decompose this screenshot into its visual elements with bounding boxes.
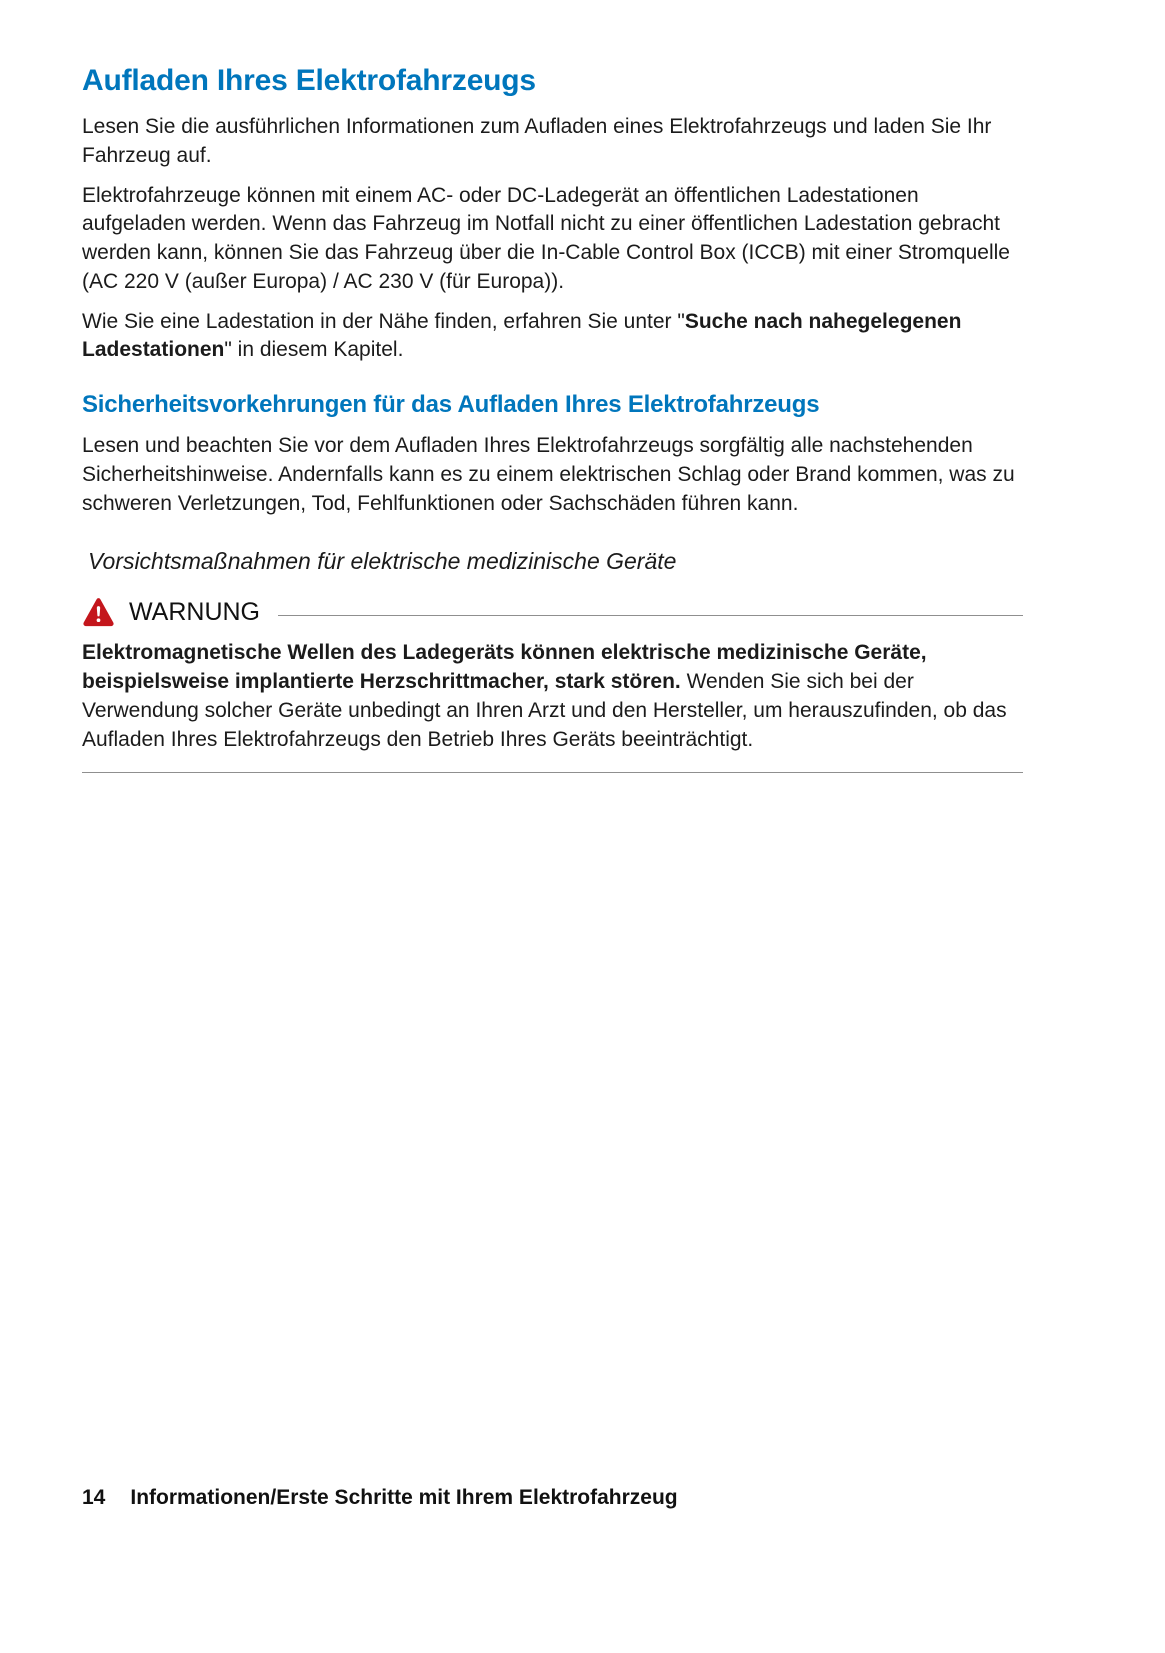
warning-paragraph <box>82 639 1023 754</box>
warning-regular-text: Wenden Sie sich bei der Verwendung solcher Geräte unbedingt an Ihren Arzt und den Hersteller, um herauszufinden, ob das Aufladen Ihres Elektrofahrzeugs den Betrieb Ihres Geräts beeinträchtigt. <box>82 670 1007 751</box>
warning-section-divider <box>82 772 1023 773</box>
page-title: Aufladen Ihres Elektrofahrzeugs <box>82 64 536 97</box>
warning-bold-text: Elektromagnetische Wellen des Ladegeräts können elektrische medizinische Geräte, beispielsweise implantierte Herzschrittmacher, stark stören. <box>82 641 927 694</box>
warning-label: WARNUNG <box>129 598 261 627</box>
page-number: 14 <box>82 1486 106 1509</box>
safety-intro-paragraph: Lesen und beachten Sie vor dem Aufladen Ihres Elektrofahrzeugs sorgfältig alle nachstehenden Sicherheitshinweise. Andernfalls kann es zu einem elektrischen Schlag oder Brand kommen, was zu schweren Verletzungen, Tod, Fehlfunktionen oder Sachschäden führen kann. <box>82 434 1015 515</box>
station-search-paragraph <box>82 308 1023 366</box>
subsection-heading-medical-devices: Vorsichtsmaßnahmen für elektrische medizinische Geräte <box>88 548 677 575</box>
charging-info-paragraph: Elektrofahrzeuge können mit einem AC- oder DC-Ladegerät an öffentlichen Ladestationen aufgeladen werden. Wenn das Fahrzeug im Notfall nicht zu einer öffentlichen Ladestation gebracht werden kann, können Sie das Fahrzeug über die In-Cable Control Box (ICCB) mit einer Stromquelle (AC 220 V (außer Europa) / AC 230 V (für Europa)). <box>82 183 1010 293</box>
warning-header <box>82 597 1023 628</box>
station-search-reference: Suche nach nahegelegenen Ladestationen <box>82 309 962 362</box>
section-heading-safety: Sicherheitsvorkehrungen für das Aufladen Ihres Elektrofahrzeugs <box>82 391 820 419</box>
page-content <box>82 64 1023 773</box>
station-search-text-end: " in diesem Kapitel. <box>224 338 404 362</box>
warning-triangle-icon <box>82 597 115 628</box>
page-footer <box>82 1486 678 1510</box>
chapter-title: Informationen/Erste Schritte mit Ihrem Elektrofahrzeug <box>130 1486 678 1509</box>
warning-header-rule <box>278 615 1023 616</box>
intro-paragraph: Lesen Sie die ausführlichen Informationen zum Aufladen eines Elektrofahrzeugs und laden Sie Ihr Fahrzeug auf. <box>82 115 992 167</box>
station-search-text-start: Wie Sie eine Ladestation in der Nähe finden, erfahren Sie unter " <box>82 309 685 333</box>
